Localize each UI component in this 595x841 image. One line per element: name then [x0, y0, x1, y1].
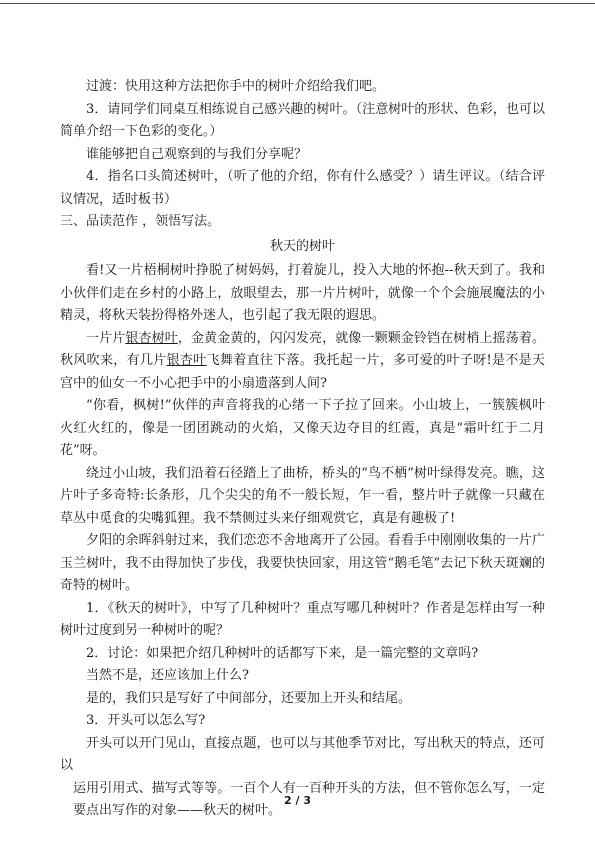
step-4-paragraph: 4．指名口头简述树叶，（听了他的介绍，你有什么感受？）请生评议。（结合评议情况，适时板书） [60, 169, 545, 207]
answer-3b: 运用引用式、描写式等等。一百个人有一百种开头的方法，但不管你怎么写，一定要点出写作的对象——秋天的树叶。 [73, 780, 545, 818]
question-2: 2．讨论：如果把介绍几种树叶的话都写下来，是一篇完整的文章吗? [86, 645, 479, 661]
essay-text: ，金黄金黄的，闪闪发亮，就像一颗颗金铃铛在树梢上摇荡着。秋风吹来，有几片 [60, 330, 545, 368]
essay-paragraph-3: “你看，枫树!”伙伴的声音将我的心绪一下子拉了回来。小山坡上，一簇簇枫叶火红火红的，像是一团团跳动的火焰，又像天边夺目的红霞，真是“霜叶红于二月花”呀。 [60, 398, 545, 458]
page-number: 2 / 3 [284, 794, 311, 807]
essay-text: 飞舞着直往下落。我托起一片，多可爱的叶子呀!是不是天宫中的仙女一不小心把手中的小扇遗落到人间? [60, 353, 545, 391]
page-body [60, 76, 545, 823]
transition-paragraph: 过渡：快用这种方法把你手中的树叶介绍给我们吧。 [86, 79, 386, 94]
underlined-phrase: 银杏叶 [166, 353, 207, 368]
underlined-phrase: 银杏树叶 [125, 330, 178, 346]
essay-paragraph-5: 夕阳的余晖斜射过来，我们恋恋不舍地离开了公园。看看手中刚刚收集的一片广玉兰树叶，我不由得加快了步伐，我要快快回家，用这管“鹅毛笔”去记下秋天斑斓的奇特的树叶。 [60, 533, 545, 593]
essay-paragraph-2 [60, 328, 545, 396]
answer-3a: 开头可以开门见山，直接点题，也可以与其他季节对比，写出秋天的特点，还可以 [60, 735, 545, 773]
answer-2a: 当然不是，还应该加上什么? [86, 668, 249, 683]
section-heading: 三、品读范作 ，领悟写法。 [60, 214, 221, 229]
answer-2b: 是的，我们只是写好了中间部分，还要加上开头和结尾。 [86, 690, 412, 706]
share-question: 谁能够把自己观察到的与我们分享呢？ [86, 146, 308, 162]
essay-paragraph-4: 绕过小山坡，我们沿着石径踏上了曲桥，桥头的“鸟不栖”树叶绿得发亮。瞧，这片叶子多奇特:长条形，几个尖尖的角不一般长短，乍一看，整片叶子就像一只藏在草丛中觅食的尖嘴狐狸。我不禁侧过头来仔细观赏它，真是有趣极了! [60, 465, 545, 526]
essay-text: 一片片 [86, 330, 126, 346]
question-3: 3．开头可以怎么写? [86, 713, 206, 728]
essay-paragraph-1: 看!又一片梧桐树叶挣脱了树妈妈，打着旋儿，投入大地的怀抱--秋天到了。我和小伙伴们走在乡村的小路上，放眼望去，那一片片树叶，就像一个个会施展魔法的小精灵，将秋天装扮得格外迷人，也引起了我无限的遐思。 [60, 263, 545, 323]
question-1: 1．《秋天的树叶》，中写了几种树叶？重点写哪几种树叶？作者是怎样由写一种树叶过度到另一种树叶的呢？ [60, 600, 545, 638]
essay-title: 秋天的树叶 [269, 238, 335, 254]
header-rule [0, 3, 595, 4]
step-3-paragraph: 3．请同学们同桌互相练说自己感兴趣的树叶。（注意树叶的形状、色彩，也可以简单介绍一下色彩的变化。） [60, 101, 545, 139]
